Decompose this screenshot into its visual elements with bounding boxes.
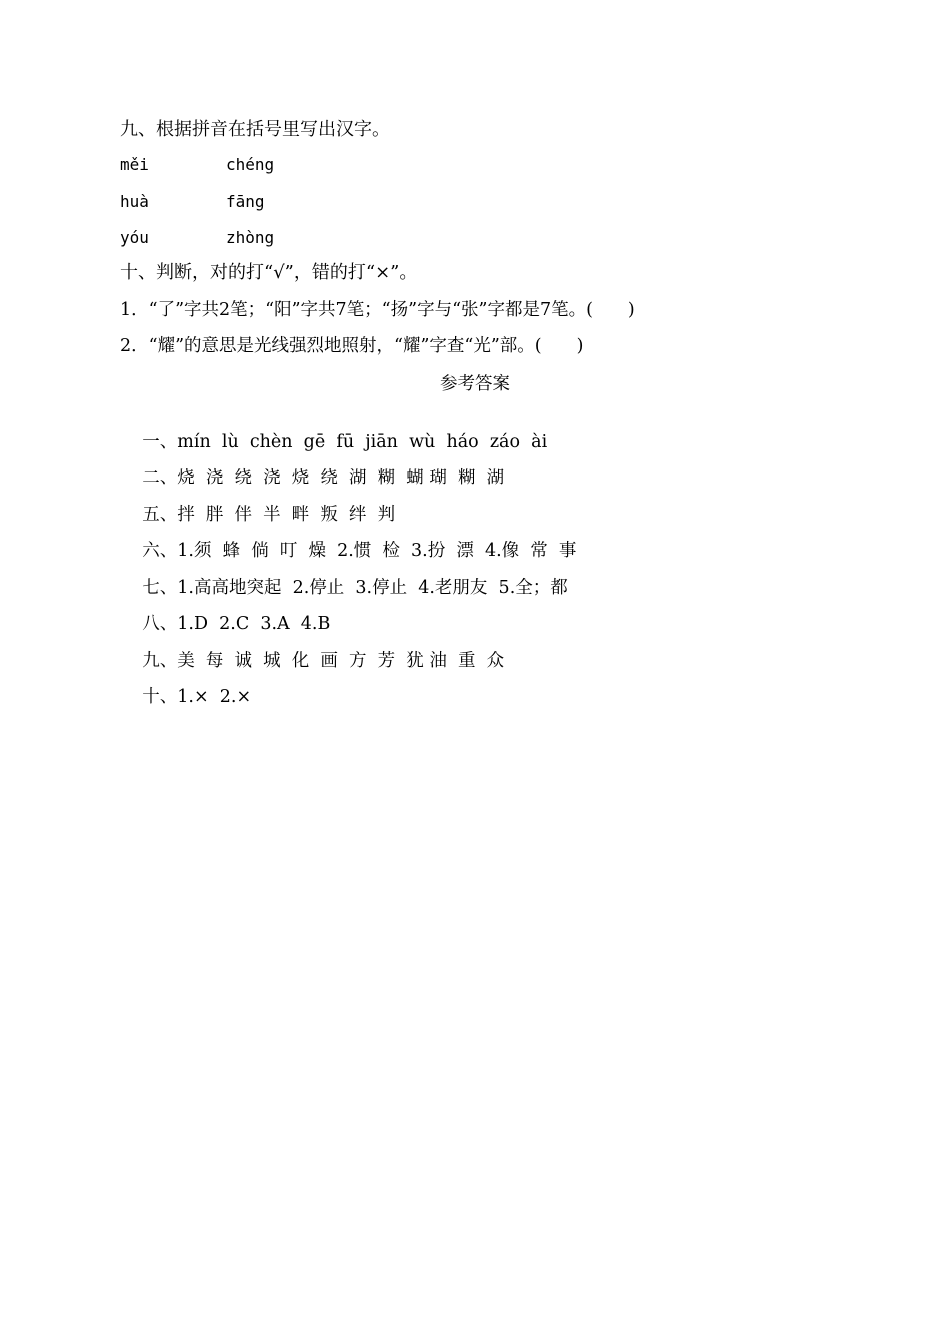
pinyin-left: měi	[120, 155, 149, 174]
answer-label: 七、	[142, 578, 178, 598]
pinyin-right: chéng	[226, 155, 275, 174]
q10-heading: 十、判断，对的打“√”，错的打“×”。	[120, 262, 418, 283]
answer-key-title: 参考答案	[440, 374, 510, 394]
answer-label: 六、	[142, 541, 178, 561]
answer-label: 一、	[142, 432, 178, 452]
answer-label: 九、	[142, 651, 178, 671]
answer-label: 十、	[142, 687, 178, 707]
pinyin-left: yóu	[120, 228, 149, 247]
answer-text: 1.高高地突起 2.停止 3.停止 4.老朋友 5.全；都	[177, 578, 568, 598]
q9-heading: 九、根据拼音在括号里写出汉字。	[120, 119, 390, 140]
answer-label: 八、	[142, 614, 178, 634]
answer-text: mín lù chèn gē fū jiān wù háo záo ài	[177, 432, 548, 452]
answer-label: 五、	[142, 505, 178, 525]
answer-text: 美 每 诚 城 化 画 方 芳 犹 油 重 众	[177, 651, 505, 671]
pinyin-left: huà	[120, 192, 149, 211]
q10-item-2: 2．“耀”的意思是光线强烈地照射，“耀”字查“光”部。( )	[120, 336, 584, 356]
answer-text: 烧 浇 绕 浇 烧 绕 湖 糊 蝴 瑚 糊 湖	[177, 468, 505, 488]
pinyin-right: fāng	[226, 192, 265, 211]
answer-text: 1.须 蜂 倘 叮 燥 2.惯 检 3.扮 漂 4.像 常 事	[177, 541, 577, 561]
answer-text: 1.× 2.×	[177, 687, 252, 707]
answer-label: 二、	[142, 468, 178, 488]
pinyin-right: zhòng	[226, 228, 275, 247]
q10-item-1: 1．“了”字共2笔；“阳”字共7笔；“扬”字与“张”字都是7笔。( )	[120, 300, 635, 320]
answer-text: 1.D 2.C 3.A 4.B	[177, 614, 331, 634]
answer-line-8	[120, 664, 251, 730]
answer-text: 拌 胖 伴 半 畔 叛 绊 判	[177, 505, 396, 525]
